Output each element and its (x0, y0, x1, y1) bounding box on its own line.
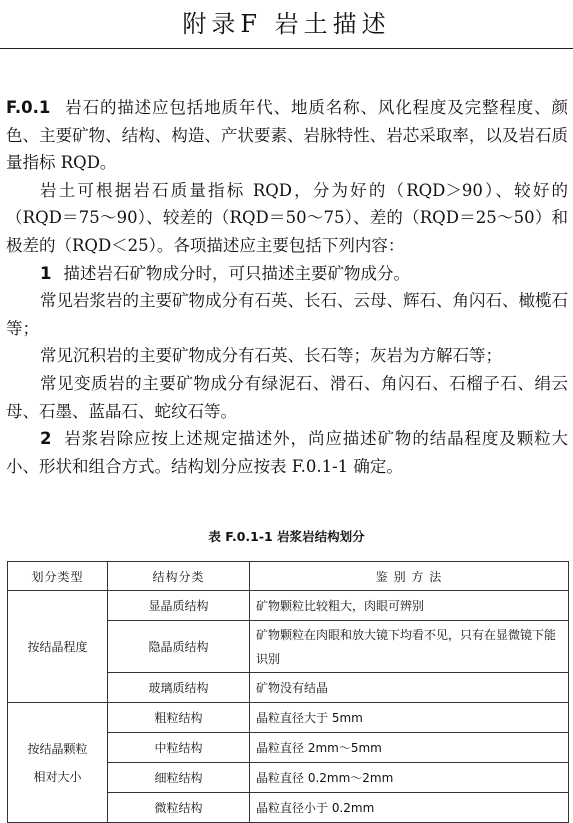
structure-cell: 隐晶质结构 (108, 621, 250, 673)
item-2-text: 岩浆岩除应按上述规定描述外，尚应描述矿物的结晶程度及颗粒大小、形状和组合方式。结构划分应按表 F.0.1-1 确定。 (6, 429, 568, 476)
method-cell: 晶粒直径大于 5mm (250, 703, 569, 733)
sedimentary-minerals: 常见沉积岩的主要矿物成分有石英、长石等；灰岩为方解石等； (40, 346, 502, 366)
structure-cell: 粗粒结构 (108, 703, 250, 733)
item-1-text: 描述岩石矿物成分时，可只描述主要矿物成分。 (63, 263, 410, 283)
document-body (6, 94, 568, 480)
method-cell: 矿物颗粒在肉眼和放大镜下均看不见，只有在显微镜下能识别 (250, 621, 569, 673)
method-cell: 晶粒直径小于 0.2mm (250, 793, 569, 823)
clause-text: 岩石的描述应包括地质年代、地质名称、风化程度及完整程度、颜色、主要矿物、结构、构造、产状要素、岩脉特性、岩芯采取率，以及岩石质量指标 RQD。 (6, 98, 568, 173)
igneous-structure-table (7, 561, 569, 823)
structure-cell: 微粒结构 (108, 793, 250, 823)
table-row (8, 591, 569, 621)
category-line: 相对大小 (33, 769, 82, 784)
igneous-minerals: 常见岩浆岩的主要矿物成分有石英、长石、云母、辉石、角闪石、橄榄石等； (6, 291, 568, 338)
header-method: 鉴 别 方 法 (250, 562, 569, 591)
metamorphic-minerals: 常见变质岩的主要矿物成分有绿泥石、滑石、角闪石、石榴子石、绢云母、石墨、蓝晶石、蛇纹石等。 (6, 373, 568, 421)
clause-f-0-1 (6, 94, 568, 177)
table-caption: 表 F.0.1-1 岩浆岩结构划分 (208, 529, 365, 544)
method-cell: 晶粒直径 2mm～5mm (250, 733, 569, 763)
clause-number: F.0.1 (6, 98, 51, 117)
method-cell: 晶粒直径 0.2mm～2mm (250, 763, 569, 793)
category-cell (8, 703, 108, 823)
item-1 (6, 260, 568, 288)
category-cell: 按结晶程度 (8, 591, 108, 703)
method-cell: 矿物没有结晶 (250, 673, 569, 703)
title-divider (0, 48, 573, 49)
method-cell: 矿物颗粒比较粗大，肉眼可辨别 (250, 591, 569, 621)
structure-cell: 显晶质结构 (108, 591, 250, 621)
category-line: 按结晶颗粒 (27, 741, 88, 756)
structure-cell: 玻璃质结构 (108, 673, 250, 703)
header-category: 划分类型 (8, 562, 108, 591)
appendix-title: 附录F 岩土描述 (182, 10, 391, 38)
structure-cell: 中粒结构 (108, 733, 250, 763)
rqd-paragraph: 岩土可根据岩石质量指标 RQD，分为好的（RQD＞90）、较好的（RQD＝75～90）、较差的（RQD＝50～75）、差的（RQD＝25～50）和极差的（RQD＜25）。各项描述应主要包括下列内容： (6, 180, 568, 255)
table-row (8, 703, 569, 733)
header-structure: 结构分类 (108, 562, 250, 591)
structure-cell: 细粒结构 (108, 763, 250, 793)
item-1-number: 1 (40, 263, 52, 283)
item-2 (6, 425, 568, 480)
item-2-number: 2 (40, 429, 52, 449)
table-header-row (8, 562, 569, 591)
